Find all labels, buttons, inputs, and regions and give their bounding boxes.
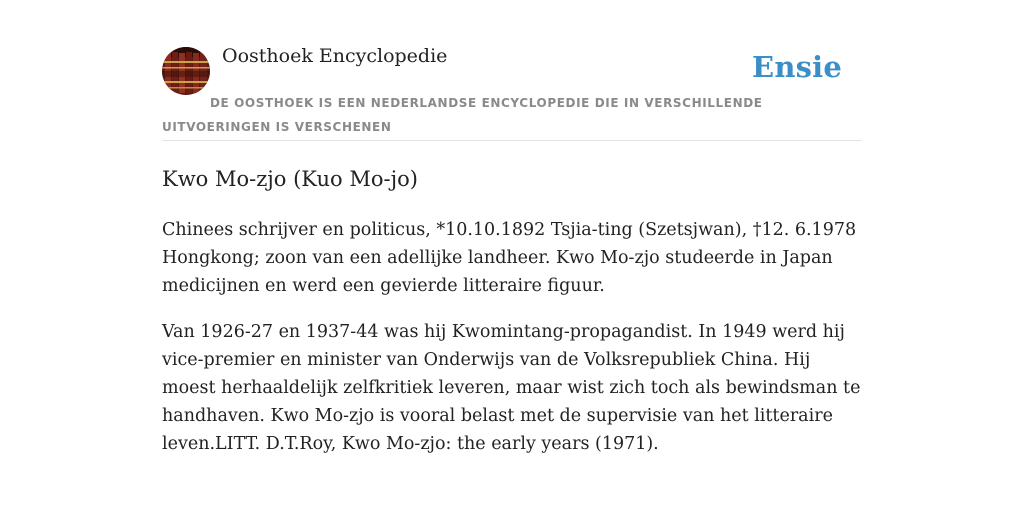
tagline: DE OOSTHOEK IS EEN NEDERLANDSE ENCYCLOPEDIE DIE IN VERSCHILLENDE UITVOERINGEN IS VERSCHENEN <box>162 96 763 134</box>
article-paragraph-2: Van 1926-27 en 1937-44 was hij Kwomintang-propagandist. In 1949 werd hij vice-premier en minister van Onderwijs van de Volksrepubliek China. Hij moest herhaaldelijk zelfkritiek leveren, maar wist zich toch als bewindsman te handhaven. Kwo Mo-zjo is vooral belast met de supervisie van het litteraire leven.LITT. D.T.Roy, Kwo Mo-zjo: the early years (1971). <box>162 322 861 454</box>
avatar[interactable] <box>162 47 210 95</box>
source-title[interactable]: Oosthoek Encyclopedie <box>222 45 448 67</box>
article <box>162 160 864 458</box>
book-spines-icon <box>162 47 210 95</box>
article-title: Kwo Mo-zjo (Kuo Mo-jo) <box>162 167 418 191</box>
brand-logo[interactable]: Ensie <box>752 50 842 84</box>
article-paragraph-1: Chinees schrijver en politicus, *10.10.1892 Tsjia-ting (Szetsjwan), †12. 6.1978 Hongkong; zoon van een adellijke landheer. Kwo Mo-zjo studeerde in Japan medicijnen en werd een gevierde litteraire figuur. <box>162 220 857 296</box>
header <box>162 44 862 141</box>
